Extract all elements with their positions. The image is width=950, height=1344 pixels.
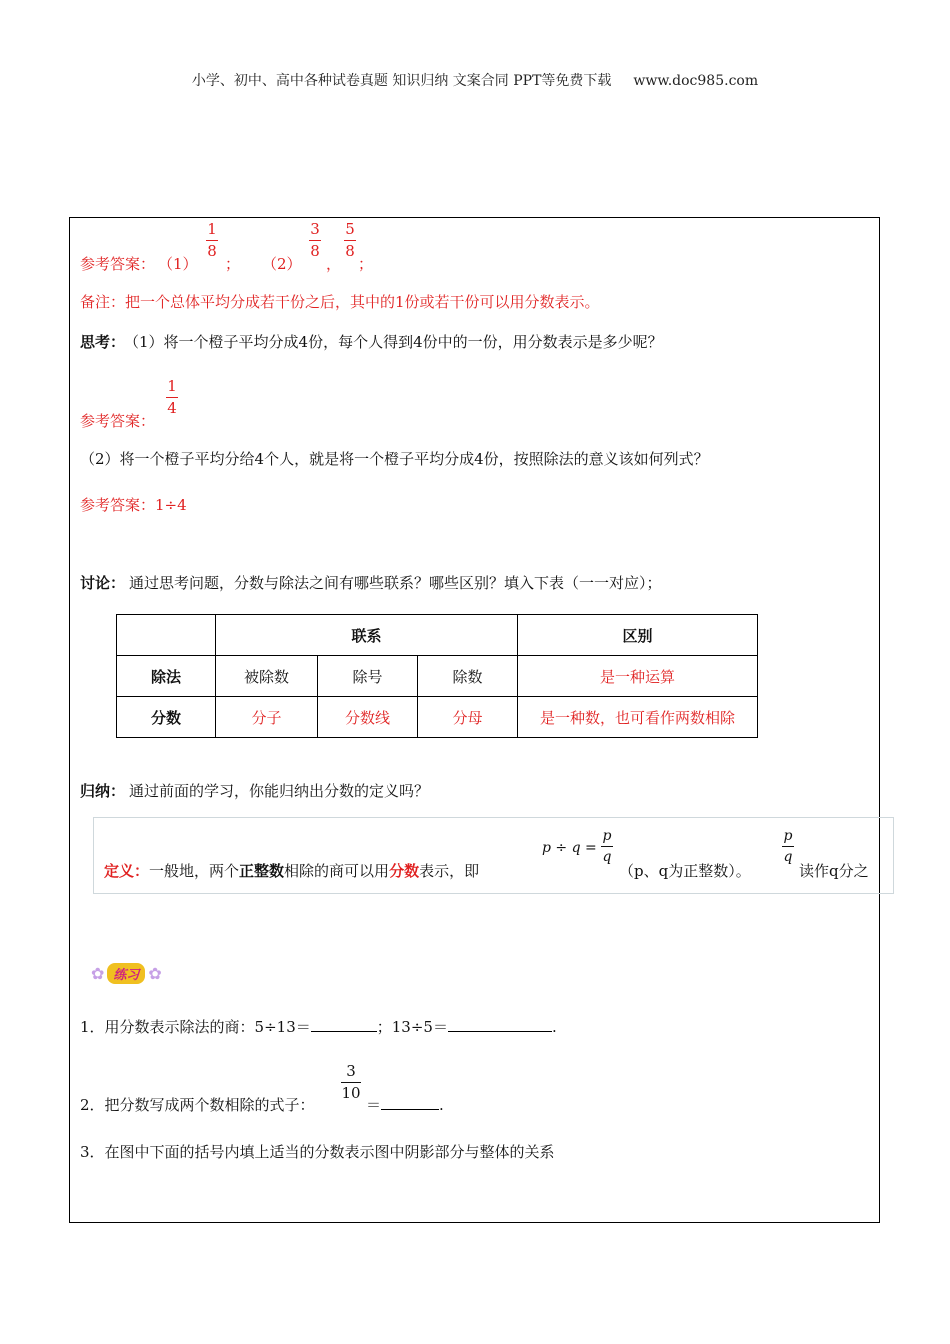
comparison-table	[116, 614, 758, 738]
table-header-link: 联系	[216, 615, 518, 656]
definition-formula-fraction	[599, 829, 615, 864]
star-icon: ✿	[91, 963, 105, 983]
practice-question-3: 3．在图中下面的括号内填上适当的分数表示图中阴影部分与整体的关系	[80, 1143, 555, 1161]
answer-blank[interactable]	[448, 1017, 552, 1032]
star-icon: ✿	[148, 963, 162, 983]
practice-question-1	[80, 1016, 557, 1037]
summary-label: 归纳：	[80, 782, 126, 800]
practice-question-2: 2．把分数写成两个数相除的式子：	[80, 1096, 315, 1114]
definition-fraction-2	[780, 829, 796, 864]
answer1-fraction-1	[203, 222, 221, 259]
practice-q1-mid: ；13÷5＝	[376, 1018, 448, 1036]
fraction-denominator: q	[602, 849, 612, 865]
fraction-numerator: 1	[167, 377, 177, 395]
table-cell: 分数线	[318, 697, 418, 738]
table-cell: 分子	[216, 697, 318, 738]
answer1-label: 参考答案：	[80, 255, 156, 273]
fraction-numerator: 5	[345, 220, 355, 238]
answer1-fraction-2	[306, 222, 324, 259]
table-row	[117, 656, 758, 697]
answer1-fraction-3	[341, 222, 359, 259]
fraction-denominator: 8	[345, 242, 355, 260]
think-answer-fraction	[163, 379, 181, 416]
fraction-numerator: 3	[346, 1062, 356, 1080]
answer-blank[interactable]	[381, 1095, 439, 1110]
header-text: 小学、初中、高中各种试卷真题 知识归纳 文案合同 PPT等免费下载	[191, 73, 612, 89]
fraction-numerator: p	[602, 828, 612, 844]
definition-bold-2: 分数	[389, 862, 420, 880]
table-header-row	[117, 615, 758, 656]
practice-badge-label: 练习	[107, 963, 145, 984]
definition-note: （p、q为正整数）。	[619, 862, 751, 880]
think-label: 思考：	[80, 333, 126, 351]
definition-text-2: 相除的商可以用	[284, 862, 390, 880]
practice-q1-text: 1．用分数表示除法的商：5÷13＝	[80, 1018, 311, 1036]
answer1-comma: ，	[326, 255, 342, 273]
practice-q2-end: .	[439, 1096, 444, 1114]
note-text: 备注：把一个总体平均分成若干份之后，其中的1份或若干份可以用分数表示。	[80, 293, 600, 311]
definition-text-3: 表示，即	[419, 862, 480, 880]
fraction-denominator: 10	[341, 1084, 361, 1102]
think-answer-label: 参考答案：	[80, 412, 156, 430]
table-cell-diff: 是一种数，也可看作两数相除	[518, 697, 758, 738]
definition-bold-1: 正整数	[239, 862, 285, 880]
definition-formula-left: p ÷ q =	[542, 840, 597, 856]
answer1-part1-prefix: （1）	[158, 255, 198, 273]
fraction-numerator: 1	[207, 220, 217, 238]
fraction-numerator: p	[783, 828, 793, 844]
answer1-sep2: ；	[358, 255, 374, 273]
discuss-label: 讨论：	[80, 574, 126, 592]
definition-reading: 读作q分之	[799, 862, 869, 880]
summary-text: 通过前面的学习，你能归纳出分数的定义吗？	[129, 782, 430, 800]
practice-q2-answer	[366, 1094, 444, 1115]
think-question-2: （2）将一个橙子平均分给4个人，就是将一个橙子平均分成4份，按照除法的意义该如何列式？	[80, 450, 709, 468]
table-header-diff: 区别	[518, 615, 758, 656]
definition-text-1: 一般地，两个	[149, 862, 240, 880]
table-row-name: 分数	[117, 697, 216, 738]
fraction-numerator: 3	[310, 220, 320, 238]
table-cell: 被除数	[216, 656, 318, 697]
page-header	[0, 70, 950, 90]
definition-label: 定义：	[104, 862, 150, 880]
answer-blank[interactable]	[311, 1017, 377, 1032]
think-answer-2: 参考答案：1÷4	[80, 496, 187, 514]
practice-q2-fraction	[339, 1064, 363, 1101]
definition-box	[93, 817, 894, 894]
fraction-denominator: q	[783, 849, 793, 865]
think-question-1: （1）将一个橙子平均分成4份，每个人得到4份中的一份，用分数表示是多少呢？	[124, 333, 663, 351]
discuss-text: 通过思考问题，分数与除法之间有哪些联系？哪些区别？填入下表（一一对应）；	[129, 574, 662, 592]
practice-badge	[91, 962, 162, 984]
answer1-sep1: ；	[225, 255, 241, 273]
header-url[interactable]: www.doc985.com	[633, 73, 759, 89]
table-row-name: 除法	[117, 656, 216, 697]
definition-sentence	[104, 860, 479, 881]
table-cell: 除号	[318, 656, 418, 697]
practice-q2-eq: ＝	[366, 1096, 382, 1114]
table-cell-diff: 是一种运算	[518, 656, 758, 697]
fraction-denominator: 4	[167, 399, 177, 417]
table-corner-cell	[117, 615, 216, 656]
table-cell: 分母	[418, 697, 518, 738]
practice-q1-end: .	[551, 1018, 557, 1036]
table-cell: 除数	[418, 656, 518, 697]
answer1-part2-prefix: （2）	[262, 255, 302, 273]
fraction-denominator: 8	[310, 242, 320, 260]
fraction-denominator: 8	[207, 242, 217, 260]
table-row	[117, 697, 758, 738]
